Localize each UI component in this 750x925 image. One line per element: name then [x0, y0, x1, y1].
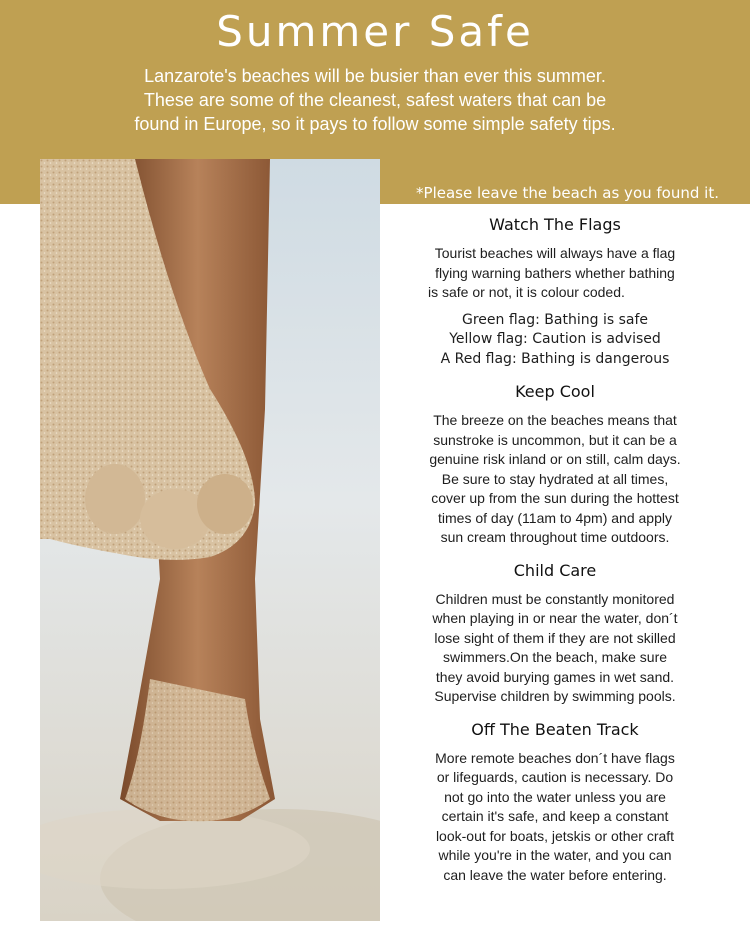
section-heading: Child Care — [513, 560, 597, 580]
text-line: Tourist beaches will always have a flag — [434, 245, 676, 261]
text-line: or lifeguards, caution is necessary. Do — [436, 769, 674, 785]
section-off-track — [390, 719, 720, 886]
section-heading: Off The Beaten Track — [471, 719, 639, 739]
intro-line: These are some of the cleanest, safest waters that can be — [143, 90, 607, 110]
text-line: cover up from the sun during the hottest — [431, 490, 679, 506]
text-line: they avoid burying games in wet sand. — [435, 668, 675, 685]
text-line: genuine risk inland or on still, calm days. — [429, 451, 681, 467]
text-line: times of day (11am to 4pm) and apply — [438, 509, 672, 526]
text-line: sunstroke is uncommon, but it can be a — [433, 431, 677, 448]
section-child-care — [390, 560, 720, 707]
text-line: can leave the water before entering. — [443, 866, 667, 883]
text-line: certain it's safe, and keep a constant — [441, 808, 669, 824]
safety-tips — [390, 214, 720, 885]
section-text — [390, 590, 720, 707]
section-heading: Watch The Flags — [489, 215, 621, 234]
section-text — [420, 244, 690, 303]
text-line: sun cream throughout time outdoors. — [440, 529, 670, 545]
section-text — [390, 411, 720, 548]
section-heading: Keep Cool — [515, 382, 595, 401]
text-line: while you're in the water, and you can — [438, 847, 672, 863]
text-line: The breeze on the beaches means that — [433, 412, 677, 428]
text-line: More remote beaches don´t have flags — [435, 749, 675, 766]
text-line: Children must be constantly monitored — [435, 590, 675, 607]
leave-beach-note: *Please leave the beach as you found it. — [416, 184, 719, 202]
flag-colour-list — [390, 311, 720, 370]
feet-illustration — [40, 159, 380, 921]
text-line: not go into the water unless you are — [444, 788, 666, 805]
page-title: Summer Safe — [216, 7, 534, 56]
yellow-flag-line: Yellow flag: Caution is advised — [449, 331, 661, 347]
text-line: Supervise children by swimming pools. — [434, 688, 676, 704]
intro-line: found in Europe, so it pays to follow some simple safety tips. — [134, 114, 616, 134]
green-flag-line: Green flag: Bathing is safe — [462, 311, 648, 328]
section-flags — [390, 214, 720, 369]
section-text — [390, 749, 720, 886]
section-keep-cool — [390, 381, 720, 548]
text-line: look-out for boats, jetskis or other craft — [435, 827, 675, 844]
text-line: is safe or not, it is colour coded. — [428, 284, 625, 300]
red-flag-line: A Red flag: Bathing is dangerous — [440, 350, 670, 367]
intro-text — [90, 64, 660, 136]
beach-feet-photo — [40, 159, 380, 921]
text-line: lose sight of them if they are not skilled — [434, 629, 676, 646]
text-line: when playing in or near the water, don´t — [432, 610, 678, 626]
intro-line: Lanzarote's beaches will be busier than ever this summer. — [144, 66, 606, 86]
text-line: flying warning bathers whether bathing — [435, 264, 675, 281]
text-line: swimmers.On the beach, make sure — [442, 649, 668, 665]
text-line: Be sure to stay hydrated at all times, — [441, 470, 669, 487]
